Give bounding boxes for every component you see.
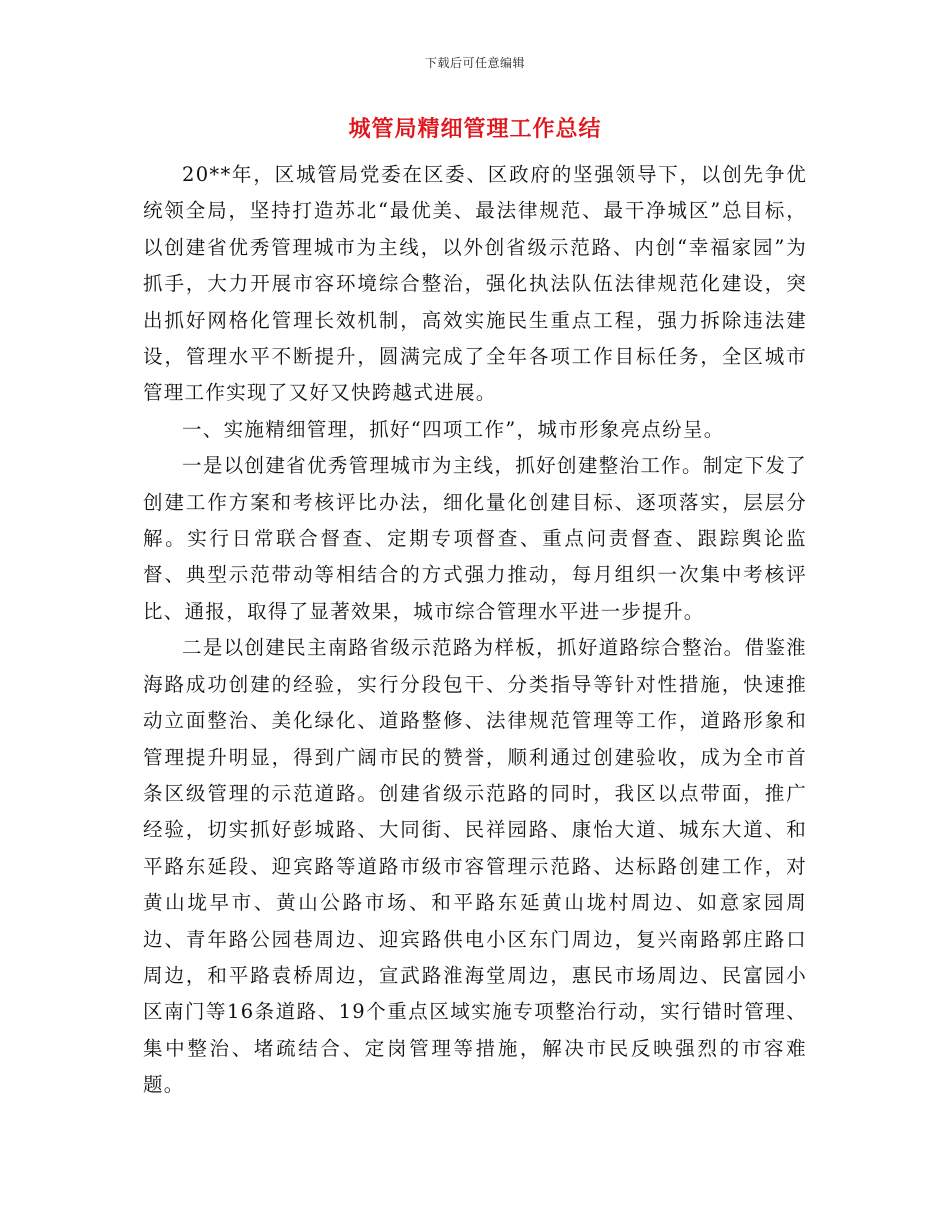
document-body (143, 157, 807, 1104)
paragraph-section-heading: 一、实施精细管理，抓好“四项工作”，城市形象亮点纷呈。 (182, 417, 725, 441)
paragraph-item-two: 二是以创建民主南路省级示范路为样板，抓好道路综合整治。借鉴淮海路成功创建的经验，实行分段包干、分类指导等针对性措施，快速推动立面整治、美化绿化、道路整修、法律规范管理等工作，道路形象和管理提升明显，得到广阔市民的赞誉，顺利通过创建验收，成为全市首条区级管理的示范道路。创建省级示范路的同时，我区以点带面，推广经验，切实抓好彭城路、大同街、民祥园路、康怡大道、城东大道、和平路东延段、迎宾路等道路市级市容管理示范路、达标路创建工作，对黄山垅早市、黄山公路市场、和平路东延黄山垅村周边、如意家园周边、青年路公园巷周边、迎宾路供电小区东门周边，复兴南路郭庄路口周边，和平路袁桥周边，宣武路淮海堂周边，惠民市场周边、民富园小区南门等16条道路、19个重点区域实施专项整治行动，实行错时管理、集中整治、堵疏结合、定岗管理等措施，解决市民反映强烈的市容难题。 (143, 636, 807, 1097)
paragraph-item-one: 一是以创建省优秀管理城市为主线，抓好创建整治工作。制定下发了创建工作方案和考核评比办法，细化量化创建目标、逐项落实，层层分解。实行日常联合督查、定期专项督查、重点问责督查、跟踪舆论监督、典型示范带动等相结合的方式强力推动，每月组织一次集中考核评比、通报，取得了显著效果，城市综合管理水平进一步提升。 (143, 454, 807, 623)
document-title: 城管局精细管理工作总结 (348, 116, 602, 142)
header-note: 下载后可任意编辑 (424, 56, 525, 70)
paragraph-intro: 20**年，区城管局党委在区委、区政府的坚强领导下，以创先争优统领全局，坚持打造苏北“最优美、最法律规范、最干净城区”总目标，以创建省优秀管理城市为主线，以外创省级示范路、内创“幸福家园”为抓手，大力开展市容环境综合整治，强化执法队伍法律规范化建设，突出抓好网格化管理长效机制，高效实施民生重点工程，强力拆除违法建设，管理水平不断提升，圆满完成了全年各项工作目标任务，全区城市管理工作实现了又好又快跨越式进展。 (143, 163, 807, 405)
